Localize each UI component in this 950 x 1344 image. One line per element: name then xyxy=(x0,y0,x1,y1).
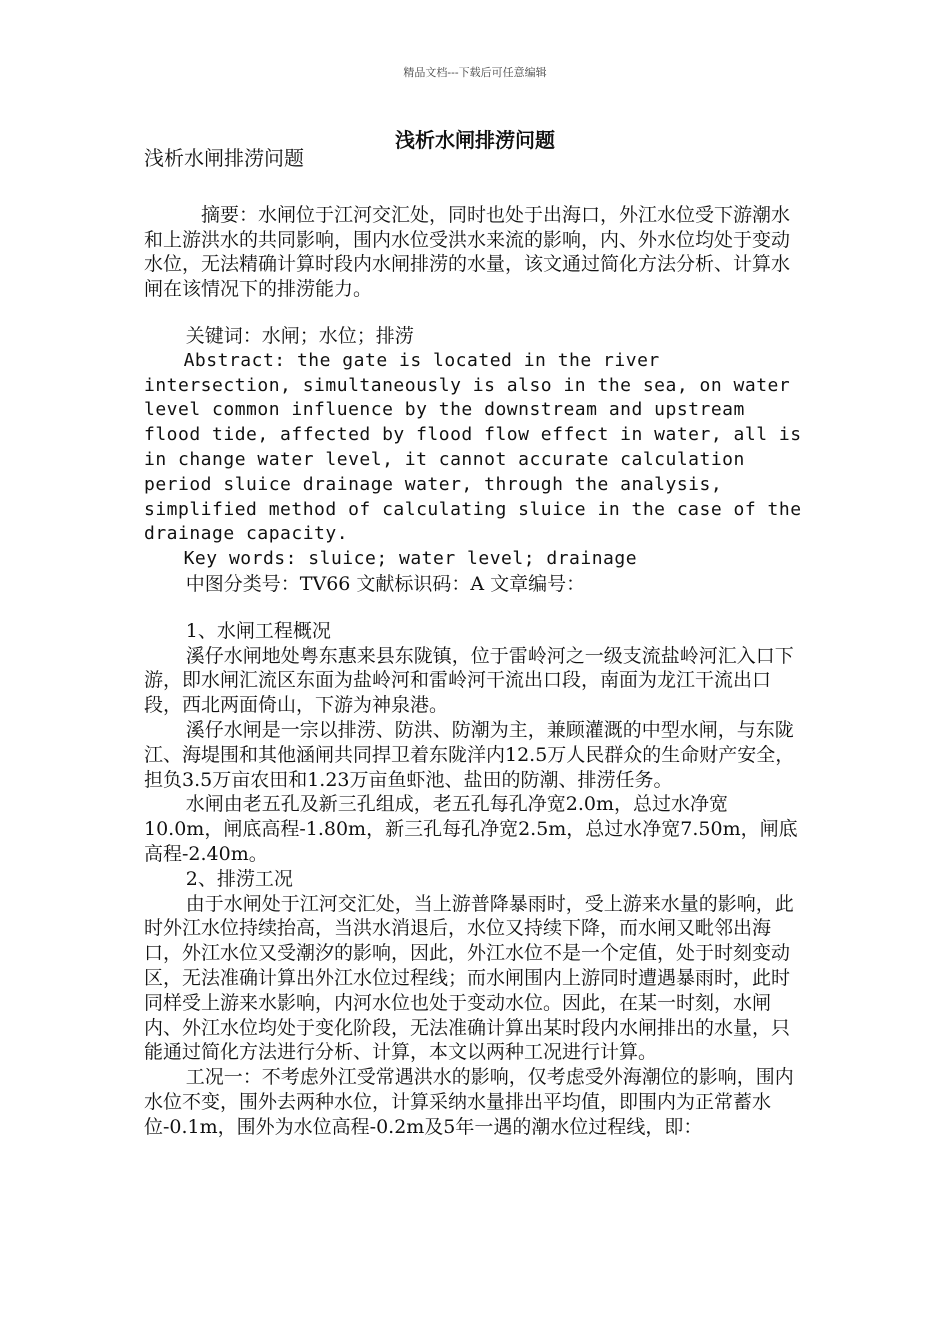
keywords-en: Key words: sluice; water level; drainage xyxy=(183,548,638,570)
abstract-cn: 摘要：水闸位于江河交汇处，同时也处于出海口，外江水位受下游潮水和上游洪水的共同影响，围内水位受洪水来流的影响，内、外水位均处于变动水位，无法精确计算时段内水闸排涝的水量，该文通过简化方法分析、计算水闸在该情况下的排涝能力。 xyxy=(144,203,791,301)
section-1-heading: 1、水闸工程概况 xyxy=(185,619,331,642)
abstract-en: Abstract: the gate is located in the river intersection, simultaneously is also in the sea, on water level common influence by the downstream and upstream flood tide, affected by flood flow effect in water, all is in change water level, it cannot accurate calculation period sluice drainage water, through the analysis, simplified method of calculating sluice in the case of the drainage capacity. xyxy=(144,349,802,545)
document-title: 浅析水闸排涝问题 xyxy=(395,128,555,152)
section-2-heading: 2、排涝工况 xyxy=(185,867,293,890)
document-subtitle: 浅析水闸排涝问题 xyxy=(144,146,304,170)
section-2-paragraph-1: 由于水闸处于江河交汇处，当上游普降暴雨时，受上游来水量的影响，此时外江水位持续抬高，当洪水消退后，水位又持续下降，而水闸又毗邻出海口，外江水位又受潮汐的影响，因此，外江水位不是一个定值，处于时刻变动区，无法准确计算出外江水位过程线；而水闸围内上游同时遭遇暴雨时，此时同样受上游来水影响，内河水位也处于变动水位。因此，在某一时刻，水闸内、外江水位均处于变化阶段，无法准确计算出某时段内水闸排出的水量，只能通过简化方法进行分析、计算，本文以两种工况进行计算。 xyxy=(144,892,794,1064)
document-body xyxy=(144,146,806,1139)
section-2-paragraph-2: 工况一：不考虑外江受常遇洪水的影响，仅考虑受外海潮位的影响，围内水位不变，围外去两种水位，计算采纳水量排出平均值，即围内为正常蓄水位-0.1m，围外为水位高程-0.2m及5年一遇的潮水位过程线，即： xyxy=(144,1066,794,1138)
classification-line: 中图分类号：TV66 文献标识码：A 文章编号： xyxy=(185,572,586,595)
page-header: 精品文档---下载后可任意编辑 xyxy=(403,66,547,79)
section-1-paragraph-2: 溪仔水闸是一宗以排涝、防洪、防潮为主，兼顾灌溉的中型水闸，与东陇江、海堤围和其他涵闸共同捍卫着东陇洋内12.5万人民群众的生命财产安全，担负3.5万亩农田和1.23万亩鱼虾池、盐田的防潮、排涝任务。 xyxy=(144,718,795,791)
section-1-paragraph-1: 溪仔水闸地处粤东惠来县东陇镇，位于雷岭河之一级支流盐岭河汇入口下游，即水闸汇流区东面为盐岭河和雷岭河干流出口段，南面为龙江干流出口段，西北两面倚山，下游为神泉港。 xyxy=(144,644,794,717)
keywords-cn: 关键词：水闸；水位；排涝 xyxy=(185,324,414,347)
section-1-paragraph-3: 水闸由老五孔及新三孔组成，老五孔每孔净宽2.0m，总过水净宽10.0m，闸底高程-1.80m，新三孔每孔净宽2.5m，总过水净宽7.50m，闸底高程-2.40m。 xyxy=(144,793,798,865)
